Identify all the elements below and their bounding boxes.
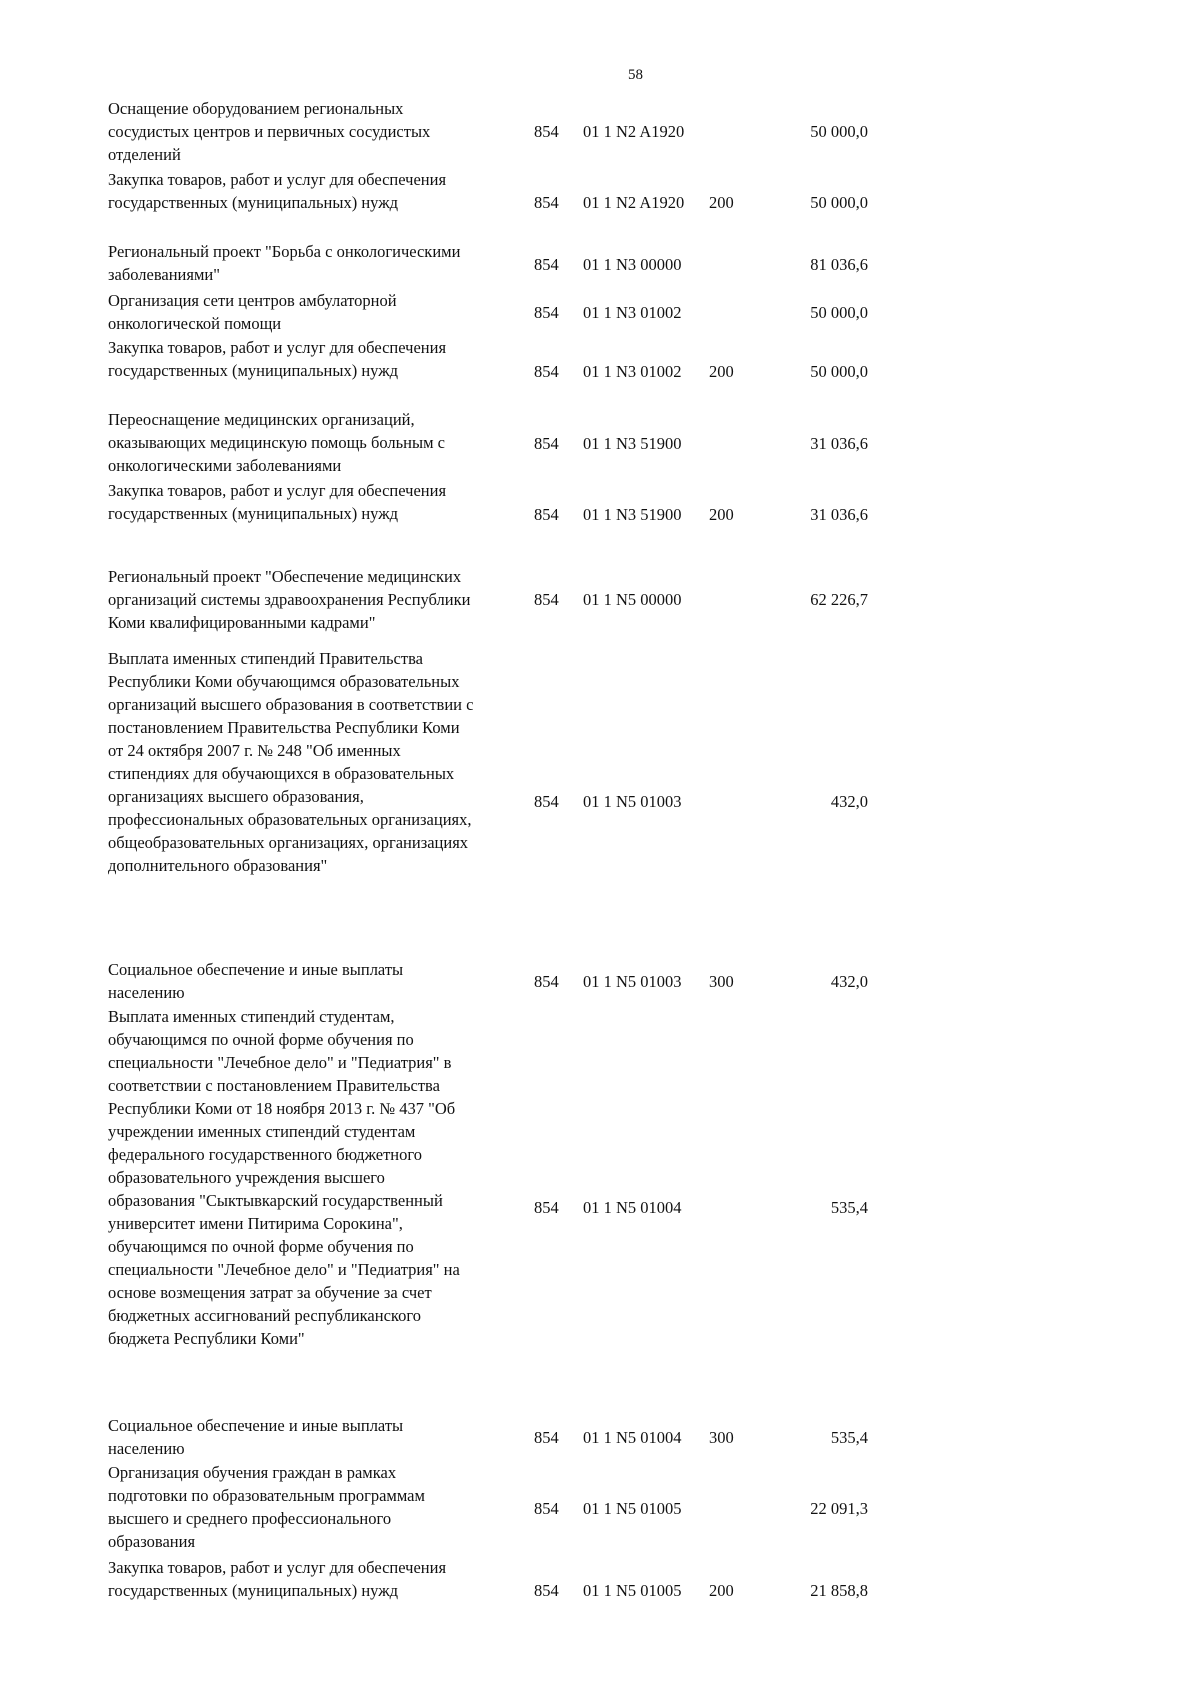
row-amount: 22 091,3 [810, 1499, 868, 1518]
row-description: Переоснащение медицинских организаций, оказывающих медицинскую помощь больным с онкологическими заболеваниями [108, 410, 445, 475]
row-description: Социальное обеспечение и иные выплаты населению [108, 960, 404, 1002]
row-ved-code: 854 [534, 255, 559, 274]
row-description: Социальное обеспечение и иные выплаты населению [108, 1416, 404, 1458]
row-ved-code: 854 [534, 193, 559, 212]
row-csr-code: 01 1 N5 01004 [583, 1428, 682, 1447]
row-ved-code: 854 [534, 1581, 559, 1600]
page-number: 58 [628, 67, 643, 83]
row-ved-code: 854 [534, 434, 559, 453]
row-amount: 50 000,0 [810, 362, 868, 381]
row-ved-code: 854 [534, 1198, 559, 1217]
row-ved-code: 854 [534, 1428, 559, 1447]
row-vr-code: 200 [709, 1581, 734, 1600]
row-amount: 50 000,0 [810, 303, 868, 322]
row-description: Закупка товаров, работ и услуг для обеспечения государственных (муниципальных) нужд [108, 481, 447, 523]
row-csr-code: 01 1 N5 00000 [583, 590, 682, 609]
row-vr-code: 200 [709, 193, 734, 212]
row-amount: 432,0 [830, 972, 868, 991]
row-amount: 62 226,7 [810, 590, 868, 609]
row-vr-code: 300 [709, 1428, 734, 1447]
row-vr-code: 300 [709, 972, 734, 991]
row-amount: 535,4 [830, 1198, 868, 1217]
row-csr-code: 01 1 N5 01005 [583, 1499, 682, 1518]
row-ved-code: 854 [534, 972, 559, 991]
row-amount: 50 000,0 [810, 122, 868, 141]
row-csr-code: 01 1 N3 51900 [583, 505, 682, 524]
row-ved-code: 854 [534, 590, 559, 609]
row-description: Закупка товаров, работ и услуг для обеспечения государственных (муниципальных) нужд [108, 170, 447, 212]
row-csr-code: 01 1 N2 A1920 [583, 122, 685, 141]
row-description: Закупка товаров, работ и услуг для обеспечения государственных (муниципальных) нужд [108, 338, 447, 380]
row-vr-code: 200 [709, 362, 734, 381]
row-amount: 432,0 [830, 792, 868, 811]
row-amount: 535,4 [830, 1428, 868, 1447]
row-amount: 31 036,6 [810, 434, 868, 453]
row-csr-code: 01 1 N3 01002 [583, 362, 682, 381]
row-csr-code: 01 1 N2 A1920 [583, 193, 685, 212]
row-csr-code: 01 1 N3 51900 [583, 434, 682, 453]
row-vr-code: 200 [709, 505, 734, 524]
row-description: Оснащение оборудованием региональных сосудистых центров и первичных сосудистых отделений [108, 99, 431, 164]
row-csr-code: 01 1 N5 01003 [583, 792, 682, 811]
row-csr-code: 01 1 N5 01003 [583, 972, 682, 991]
row-description: Организация сети центров амбулаторной онкологической помощи [108, 291, 397, 333]
row-description: Закупка товаров, работ и услуг для обеспечения государственных (муниципальных) нужд [108, 1558, 447, 1600]
row-csr-code: 01 1 N3 00000 [583, 255, 682, 274]
row-ved-code: 854 [534, 1499, 559, 1518]
row-ved-code: 854 [534, 362, 559, 381]
row-description: Региональный проект "Обеспечение медицинских организаций системы здравоохранения Республики Коми квалифицированными кадрами" [108, 567, 471, 632]
row-ved-code: 854 [534, 792, 559, 811]
row-description: Региональный проект "Борьба с онкологическими заболеваниями" [108, 242, 461, 284]
row-csr-code: 01 1 N5 01004 [583, 1198, 682, 1217]
row-amount: 21 858,8 [810, 1581, 868, 1600]
row-description: Организация обучения граждан в рамках подготовки по образовательным программам высшего и среднего профессионального образования [108, 1463, 425, 1551]
row-ved-code: 854 [534, 303, 559, 322]
row-ved-code: 854 [534, 505, 559, 524]
row-description: Выплата именных стипендий Правительства Республики Коми обучающимся образовательных организаций высшего образования в соответствии с постановлением Правительства Республики Коми от 24 октября 2007 г. № 248 "Об именных стипендиях для обучающихся в образовательных организациях высшего образования, профессиональных образовательных организациях, общеобразовательных организациях, организациях дополнительного образования" [108, 649, 474, 875]
row-amount: 31 036,6 [810, 505, 868, 524]
row-description: Выплата именных стипендий студентам, обучающимся по очной форме обучения по специальности "Лечебное дело" и "Педиатрия" в соответствии с постановлением Правительства Республики Коми от 18 ноября 2013 г. № 437 "Об учреждении именных стипендий студентам федерального государственного бюджетного образовательного учреждения высшего образования "Сыктывкарский государственный университет имени Питирима Сорокина", обучающимся по очной форме обучения по специальности "Лечебное дело" и "Педиатрия" на основе возмещения затрат за обучение за счет бюджетных ассигнований республиканского бюджета Республики Коми" [108, 1007, 460, 1348]
row-amount: 50 000,0 [810, 193, 868, 212]
row-csr-code: 01 1 N3 01002 [583, 303, 682, 322]
row-amount: 81 036,6 [810, 255, 868, 274]
row-ved-code: 854 [534, 122, 559, 141]
row-csr-code: 01 1 N5 01005 [583, 1581, 682, 1600]
